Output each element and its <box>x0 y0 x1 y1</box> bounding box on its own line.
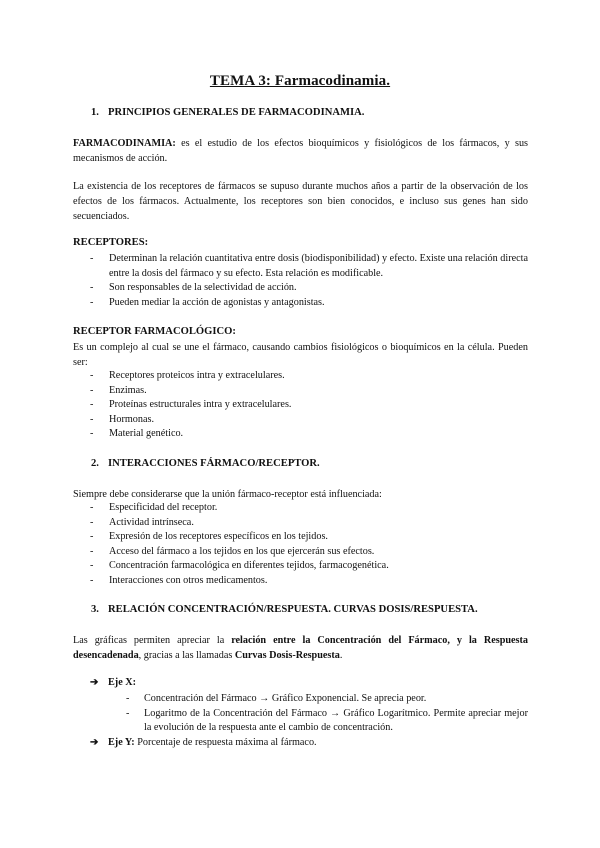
definition-paragraph <box>73 136 528 166</box>
dash-icon: - <box>90 413 94 425</box>
definition-text: es el estudio de los efectos bioquímicos y fisiológicos de los fármacos, y sus mecanismos de acción. <box>73 138 528 164</box>
receptores-list <box>90 252 528 310</box>
dash-icon: - <box>90 384 94 396</box>
list-item: - Especificidad del receptor. <box>90 501 528 516</box>
relacion-bold-phrase: relación entre la Concentración del Fármaco, y la Respuesta desencadenada <box>73 635 528 661</box>
arrow-right-icon: ➔ <box>90 677 99 688</box>
dash-icon: - <box>90 296 94 308</box>
eje-x-label: Eje X: <box>108 677 137 688</box>
list-item: - Determinan la relación cuantitativa entre dosis (biodisponibilidad) y efecto. Existe una relación directa entre la dosis del fármaco y su efecto. Esta relación es modificable. <box>90 253 528 279</box>
dash-icon: - <box>90 370 94 381</box>
definition-term: FARMACODINAMIA: <box>73 138 176 149</box>
list-item: - Concentración farmacológica en diferentes tejidos, farmacogenética. <box>90 559 528 574</box>
receptores-heading: RECEPTORES: <box>73 237 149 248</box>
list-item: - Actividad intrínseca. <box>90 516 528 531</box>
receptor-farmacologico-text: Es un complejo al cual se une el fármaco, causando cambios fisiológicos o bioquímicos en la célula. Pueden ser: <box>73 342 528 368</box>
eje-y-text: Porcentaje de respuesta máxima al fármaco. <box>134 737 317 748</box>
intro-paragraph: La existencia de los receptores de fármacos se supuso durante muchos años a partir de la observación de los efectos de los fármacos. Actualmente, los receptores son bien conocidos, e incluso sus genes han sido secuenciados. <box>73 181 528 222</box>
section-number: 2. <box>91 458 99 469</box>
dash-icon: - <box>90 502 94 513</box>
list-item: - Logaritmo de la Concentración del Fármaco → Gráfico Logarítmico. Permite apreciar mejor la evolución de la respuesta ante el cambio de concentración. <box>126 707 528 734</box>
dash-icon: - <box>126 693 130 704</box>
list-item: - Receptores proteicos intra y extracelulares. <box>90 369 528 384</box>
eje-y-label: Eje Y: <box>108 737 135 748</box>
section-title: RELACIÓN CONCENTRACIÓN/RESPUESTA. CURVAS DOSIS/RESPUESTA. <box>108 604 478 615</box>
list-item: - Expresión de los receptores específicos en los tejidos. <box>90 530 528 545</box>
section-2-heading <box>91 458 320 469</box>
section-number: 3. <box>91 604 99 615</box>
section-title: INTERACCIONES FÁRMACO/RECEPTOR. <box>108 458 320 469</box>
dash-icon: - <box>126 707 130 719</box>
receptor-types-list <box>90 369 528 442</box>
page-title: TEMA 3: Farmacodinamia. <box>209 73 391 89</box>
dash-icon: - <box>90 428 94 440</box>
eje-x-item <box>90 677 136 688</box>
dash-icon: - <box>90 560 94 572</box>
arrow-right-icon: ➔ <box>90 737 99 748</box>
section-3-heading <box>91 604 478 615</box>
relacion-paragraph: Las gráficas permiten apreciar la relación entre la Concentración del Fármaco, y la Respuesta desencadenada, gracias a las llamadas Curvas Dosis-Respuesta. <box>73 635 528 661</box>
dash-icon: - <box>90 253 94 264</box>
dash-icon: - <box>90 399 94 411</box>
interacciones-list <box>90 501 528 589</box>
dash-icon: - <box>90 545 94 557</box>
interacciones-text: Siempre debe considerarse que la unión fármaco-receptor está influenciada: <box>73 489 382 500</box>
list-item: - Interacciones con otros medicamentos. <box>90 574 528 589</box>
list-item: - Acceso del fármaco a los tejidos en los que ejercerán sus efectos. <box>90 545 528 560</box>
curvas-bold-phrase: Curvas Dosis-Respuesta <box>234 650 340 661</box>
list-item: - Concentración del Fármaco → Gráfico Exponencial. Se aprecia peor. <box>126 692 528 707</box>
receptor-farmacologico-heading: RECEPTOR FARMACOLÓGICO: <box>73 326 236 337</box>
eje-y-item <box>90 737 317 748</box>
eje-x-list <box>126 692 528 736</box>
dash-icon: - <box>90 282 94 294</box>
dash-icon: - <box>90 531 94 543</box>
section-number: 1. <box>91 107 99 118</box>
list-item: - Material genético. <box>90 427 528 442</box>
section-1-heading <box>91 107 364 118</box>
section-title: PRINCIPIOS GENERALES DE FARMACODINAMIA. <box>108 107 365 118</box>
dash-icon: - <box>90 574 94 586</box>
list-item: - Enzimas. <box>90 384 528 399</box>
dash-icon: - <box>90 516 94 528</box>
list-item: - Hormonas. <box>90 413 528 428</box>
list-item: - Son responsables de la selectividad de acción. <box>90 281 528 296</box>
list-item: - Proteínas estructurales intra y extracelulares. <box>90 398 528 413</box>
list-item: - Pueden mediar la acción de agonistas y antagonistas. <box>90 296 528 311</box>
